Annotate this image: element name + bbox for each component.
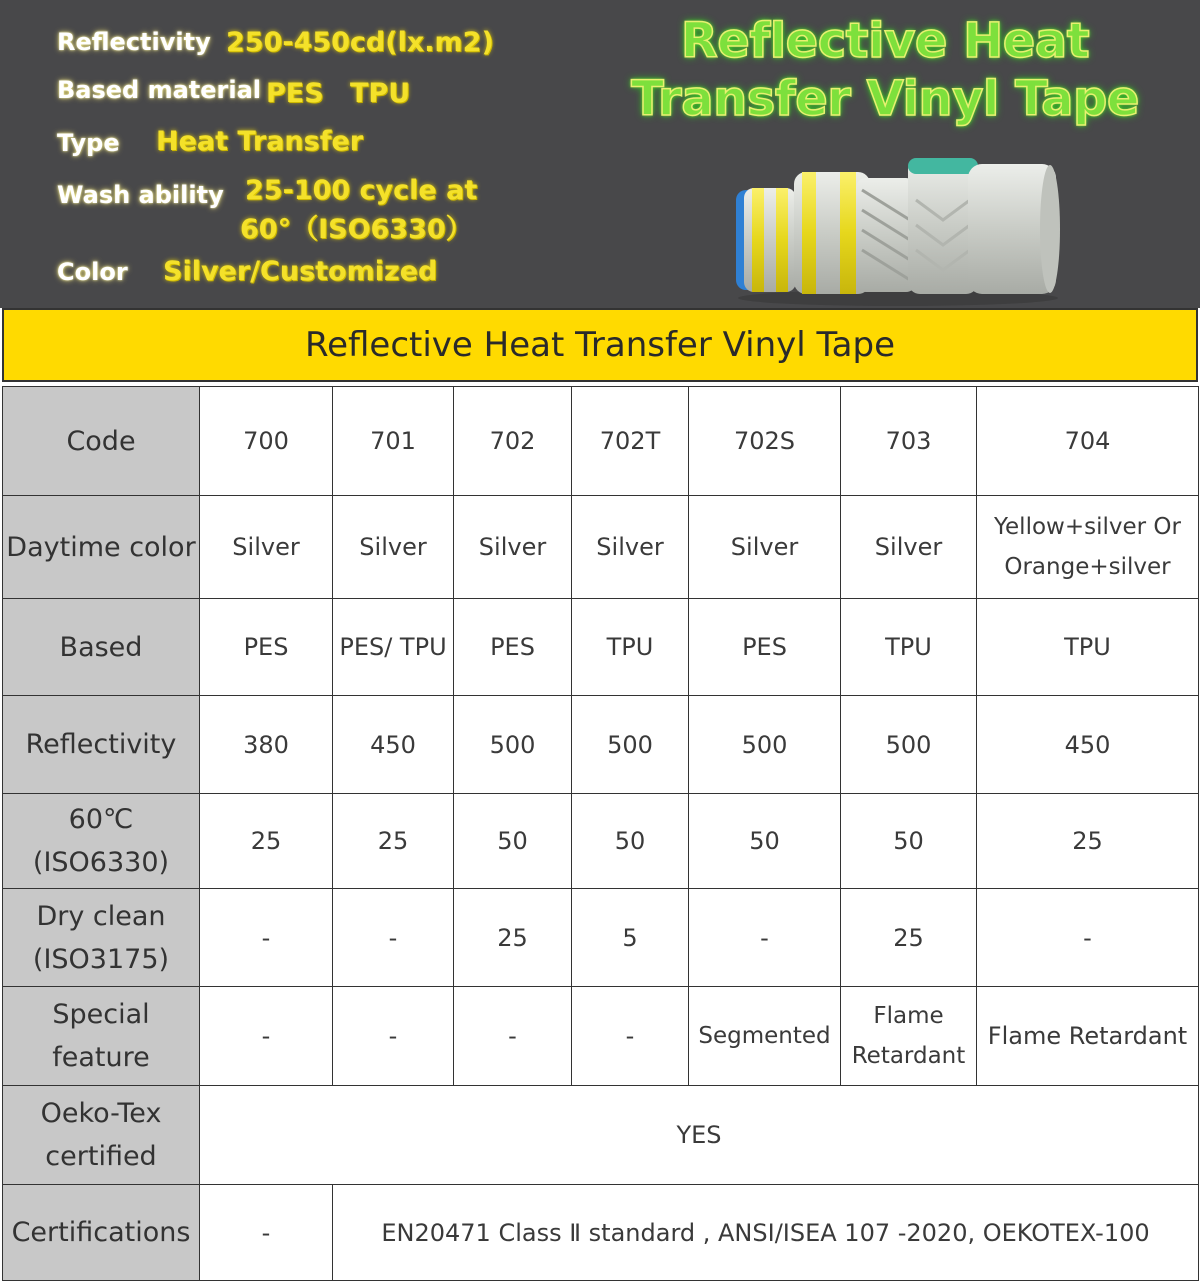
row-header-wash-60c: 60℃ (ISO6330)	[3, 794, 200, 889]
row-header-reflectivity: Reflectivity	[3, 696, 200, 794]
table-cell: 50	[841, 794, 977, 889]
table-row-oeko-tex	[3, 1086, 1199, 1185]
table-cell: PES	[689, 599, 841, 696]
hero-title-line2: Transfer Vinyl Tape	[631, 71, 1139, 127]
table-cell: -	[333, 987, 454, 1086]
table-cell: -	[572, 987, 689, 1086]
table-cell: 701	[333, 387, 454, 496]
table-cell: 702T	[572, 387, 689, 496]
table-row-special-feature	[3, 987, 1199, 1086]
hero-title-line1: Reflective Heat	[680, 13, 1090, 69]
table-cell: Yellow+silver Or Orange+silver	[977, 496, 1199, 599]
row-header-certifications: Certifications	[3, 1185, 200, 1281]
table-cell: PES/ TPU	[333, 599, 454, 696]
row-header-code: Code	[3, 387, 200, 496]
table-cell: 25	[200, 794, 333, 889]
table-row-based	[3, 599, 1199, 696]
hero-panel	[0, 0, 1200, 308]
table-cell-certifications-value: EN20471 Class Ⅱ standard , ANSI/ISEA 107 -2020, OEKOTEX-100	[333, 1185, 1199, 1281]
table-row-certifications	[3, 1185, 1199, 1281]
table-cell: 5	[572, 889, 689, 987]
spec-value-tpu: TPU	[350, 78, 411, 109]
table-cell: Silver	[841, 496, 977, 599]
table-cell: 702S	[689, 387, 841, 496]
spec-value-pes: PES	[266, 78, 324, 109]
row-header-based: Based	[3, 599, 200, 696]
table-cell: Flame Retardant	[977, 987, 1199, 1086]
hero-title	[560, 12, 1200, 128]
table-row-reflectivity	[3, 696, 1199, 794]
table-cell: -	[333, 889, 454, 987]
table-cell: 50	[689, 794, 841, 889]
table-cell: Silver	[333, 496, 454, 599]
table-row-daytime-color	[3, 496, 1199, 599]
table-cell: 500	[454, 696, 572, 794]
spec-table	[2, 386, 1199, 1281]
row-header-special-feature: Special feature	[3, 987, 200, 1086]
table-cell: 25	[454, 889, 572, 987]
spec-value-wash-line2: 60°（ISO6330）	[240, 214, 473, 245]
table-cell: -	[689, 889, 841, 987]
table-cell: Flame Retardant	[841, 987, 977, 1086]
table-cell: TPU	[977, 599, 1199, 696]
table-cell: TPU	[841, 599, 977, 696]
table-cell: -	[200, 889, 333, 987]
table-cell: PES	[454, 599, 572, 696]
table-cell: 50	[572, 794, 689, 889]
table-cell: 702	[454, 387, 572, 496]
row-header-dry-clean: Dry clean (ISO3175)	[3, 889, 200, 987]
table-cell: 704	[977, 387, 1199, 496]
table-cell: PES	[200, 599, 333, 696]
spec-value-type: Heat Transfer	[156, 126, 364, 157]
table-cell: Silver	[572, 496, 689, 599]
spec-label-type: Type	[57, 129, 120, 157]
row-header-daytime-color: Daytime color	[3, 496, 200, 599]
spec-value-reflectivity: 250-450cd(lx.m2)	[226, 27, 494, 58]
table-cell-oeko-tex-value: YES	[200, 1086, 1199, 1185]
table-cell: 500	[689, 696, 841, 794]
table-cell: -	[200, 987, 333, 1086]
spec-label-wash-ability: Wash ability	[57, 181, 224, 209]
table-cell: 25	[333, 794, 454, 889]
table-banner-title: Reflective Heat Transfer Vinyl Tape	[2, 308, 1198, 382]
table-cell: 50	[454, 794, 572, 889]
table-cell: 703	[841, 387, 977, 496]
table-row-wash-60c	[3, 794, 1199, 889]
table-cell: Silver	[689, 496, 841, 599]
table-cell: 450	[977, 696, 1199, 794]
table-cell: Silver	[454, 496, 572, 599]
table-cell: -	[200, 1185, 333, 1281]
table-row-dry-clean	[3, 889, 1199, 987]
spec-label-color: Color	[57, 258, 128, 286]
table-cell: 25	[841, 889, 977, 987]
table-cell: -	[977, 889, 1199, 987]
table-cell: 450	[333, 696, 454, 794]
table-cell: TPU	[572, 599, 689, 696]
tape-rolls-image	[728, 150, 1068, 308]
spec-value-color: Silver/Customized	[163, 256, 438, 287]
table-cell: Segmented	[689, 987, 841, 1086]
table-cell: 500	[841, 696, 977, 794]
spec-label-reflectivity: Reflectivity	[57, 28, 211, 56]
table-cell: 500	[572, 696, 689, 794]
table-cell: Silver	[200, 496, 333, 599]
row-header-oeko-tex: Oeko-Tex certified	[3, 1086, 200, 1185]
spec-value-wash-line1: 25-100 cycle at	[245, 175, 478, 206]
table-cell: 25	[977, 794, 1199, 889]
table-cell: 700	[200, 387, 333, 496]
table-row-code	[3, 387, 1199, 496]
table-cell: 380	[200, 696, 333, 794]
table-cell: -	[454, 987, 572, 1086]
spec-label-based-material: Based material	[57, 76, 262, 104]
